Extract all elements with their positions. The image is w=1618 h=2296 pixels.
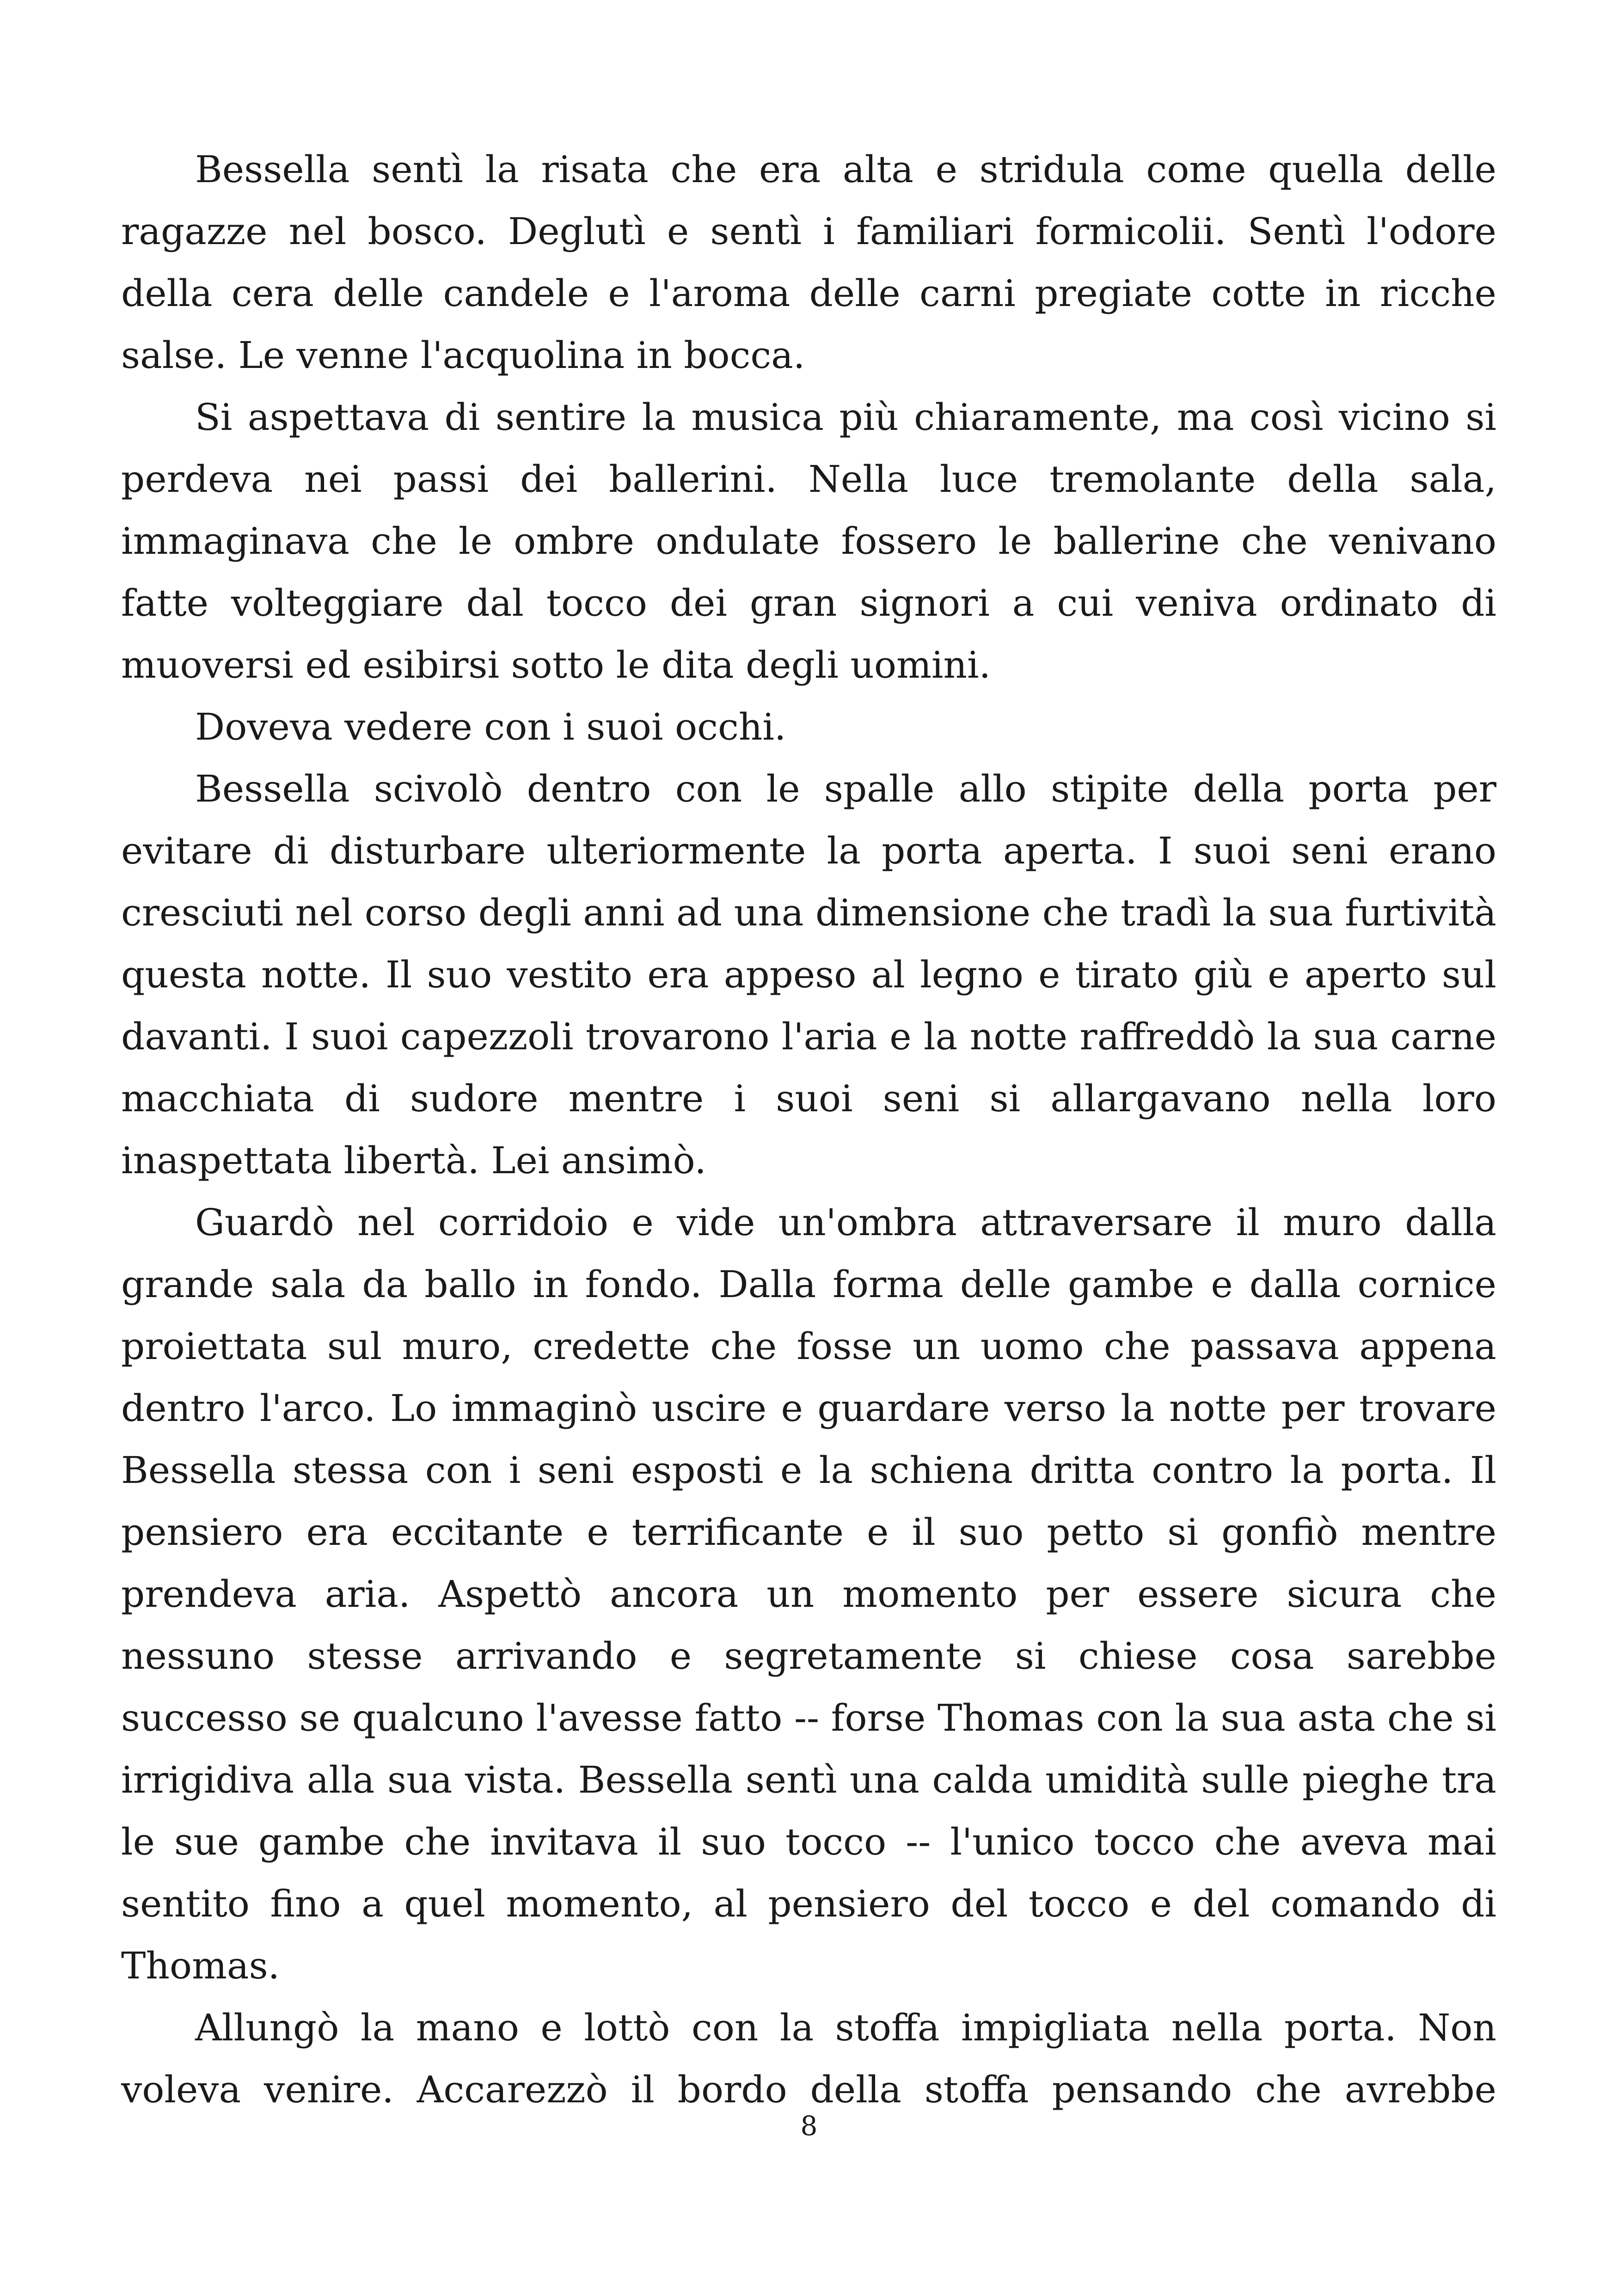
- paragraph: Si aspettava di sentire la musica più chiaramente, ma così vicino si perdeva nei passi dei ballerini. Nella luce tremolante della sala, immaginava che le ombre ondulate fossero le ballerine che venivano fatte volteggiare dal tocco dei gran signori a cui veniva ordinato di muoversi ed esibirsi sotto le dita degli uomini.: [121, 396, 1496, 686]
- paragraph: Bessella sentì la risata che era alta e stridula come quella delle ragazze nel bosco. Deglutì e sentì i familiari formicolii. Sentì l'odore della cera delle candele e l'aroma delle carni pregiate cotte in ricche salse. Le venne l'acquolina in bocca.: [121, 148, 1496, 377]
- page-number: 8: [800, 2110, 818, 2142]
- paragraph: Allungò la mano e lottò con la stoffa impigliata nella porta. Non voleva venire. Accarezzò il bordo della stoffa pensando che avrebbe: [121, 2006, 1496, 2111]
- paragraph: Doveva vedere con i suoi occhi.: [195, 705, 786, 748]
- paragraph: Guardò nel corridoio e vide un'ombra attraversare il muro dalla grande sala da ballo in fondo. Dalla forma delle gambe e dalla cornice proiettata sul muro, credette che fosse un uomo che passava appena dentro l'arco. Lo immaginò uscire e guardare verso la notte per trovare Bessella stessa con i seni esposti e la schiena dritta contro la porta. Il pensiero era eccitante e terrificante e il suo petto si gonfiò mentre prendeva aria. Aspettò ancora un momento per essere sicura che nessuno stesse arrivando e segretamente si chiese cosa sarebbe successo se qualcuno l'avesse fatto -- forse Thomas con la sua asta che si irrigidiva alla sua vista. Bessella sentì una calda umidità sulle pieghe tra le sue gambe che invitava il suo tocco -- l'unico tocco che aveva mai sentito fino a quel momento, al pensiero del tocco e del comando di Thomas.: [121, 1201, 1496, 1987]
- paragraph: Bessella scivolò dentro con le spalle allo stipite della porta per evitare di disturbare ulteriormente la porta aperta. I suoi seni erano cresciuti nel corso degli anni ad una dimensione che tradì la sua furtività questa notte. Il suo vestito era appeso al legno e tirato giù e aperto sul davanti. I suoi capezzoli trovarono l'aria e la notte raffreddò la sua carne macchiata di sudore mentre i suoi seni si allargavano nella loro inaspettata libertà. Lei ansimò.: [121, 767, 1496, 1182]
- body-text: [121, 139, 1496, 2121]
